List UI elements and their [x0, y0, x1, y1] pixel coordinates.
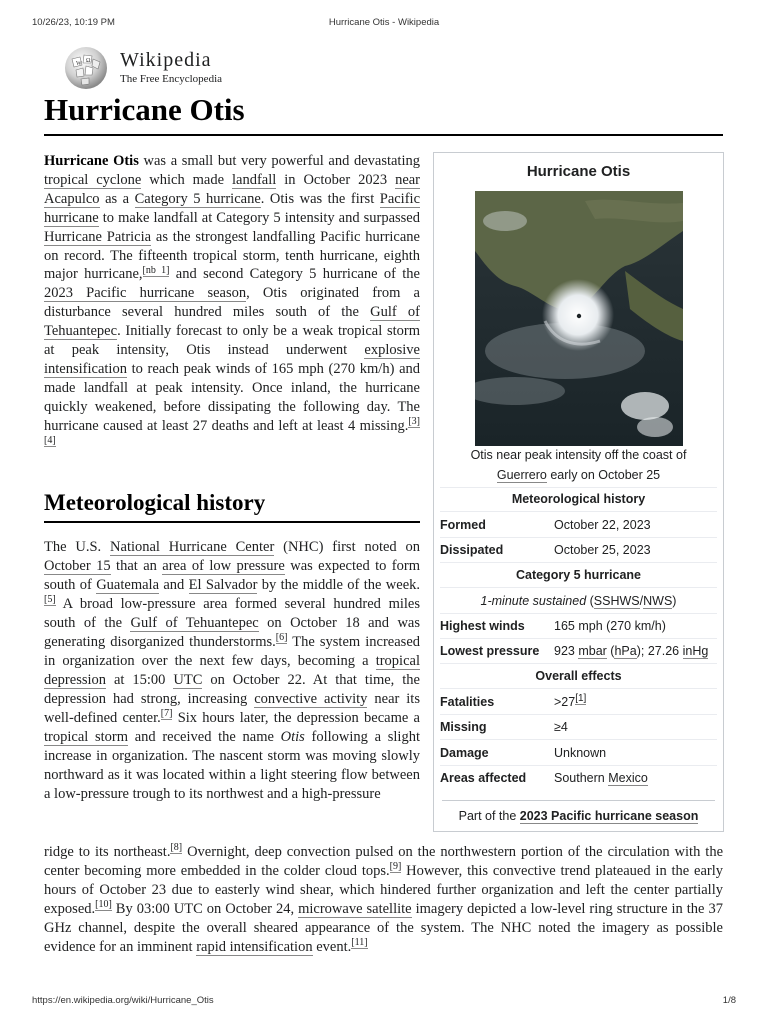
link-convective-activity[interactable]: convective activity [254, 691, 368, 707]
text: >27 [554, 695, 576, 709]
infobox-header-met-history: Meteorological history [511, 492, 646, 506]
link-area-of-low-pressure[interactable]: area of low pressure [162, 558, 285, 574]
text: ); 27.26 [636, 644, 683, 658]
text: near its well-defined center. [44, 691, 420, 726]
text: as the strongest landfalling Pacific hurricane on record. The fifteenth tropical storm, tenth hurricane, eighth major hurricane, [44, 228, 420, 283]
infobox [433, 152, 724, 832]
text: on October 22. At that time, the depression had strong, increasing [44, 672, 420, 707]
divider [440, 688, 717, 689]
link-guerrero[interactable]: Guerrero [496, 468, 547, 482]
label-areas-affected: Areas affected [440, 771, 527, 785]
divider [440, 765, 717, 766]
ref-11[interactable]: [11] [351, 937, 368, 949]
lead-paragraph [44, 152, 420, 455]
divider [440, 663, 717, 664]
text: By 03:00 UTC on October 24, [111, 901, 299, 917]
divider [440, 714, 717, 715]
divider [440, 562, 717, 563]
note-nb1[interactable]: [nb 1] [142, 264, 170, 276]
divider [440, 587, 717, 588]
text: 923 [554, 644, 579, 658]
value-damage: Unknown [554, 746, 607, 760]
text: that an [110, 558, 163, 574]
ref-7[interactable]: [7] [160, 708, 173, 720]
text: Six hours later, the depression became a [172, 710, 420, 726]
text: and [159, 577, 189, 593]
text: Southern [554, 771, 609, 785]
divider [440, 638, 717, 639]
text: , Otis originated from a disturbance several hundred miles south of the [44, 285, 420, 321]
label-missing: Missing [440, 720, 487, 734]
met-history-continuation [44, 843, 723, 957]
text: by the middle of the week. [257, 577, 421, 593]
row-areas-affected [440, 771, 719, 795]
text: However, this convective trend plateaued in the early hours of October 23 due to easterly wind shear, which hindered further organization and left the center partially exposed. [44, 863, 723, 917]
print-datetime: 10/26/23, 10:19 PM [32, 17, 115, 28]
wikipedia-logo[interactable] [62, 45, 252, 91]
divider [440, 613, 717, 614]
infobox-header-category: Category 5 hurricane [515, 568, 642, 582]
text: (NHC) first noted on [274, 539, 421, 555]
section-divider [44, 521, 420, 523]
image-caption [444, 445, 713, 485]
link-tropical-storm[interactable]: tropical storm [44, 729, 129, 745]
link-tropical-depression[interactable]: tropical depression [44, 653, 420, 688]
link-utc[interactable]: UTC [173, 672, 203, 688]
link-microwave-satellite[interactable]: microwave satellite [298, 901, 412, 917]
label-highest-winds: Highest winds [440, 619, 525, 633]
print-url: https://en.wikipedia.org/wiki/Hurricane_Otis [32, 995, 214, 1006]
divider [440, 739, 717, 740]
text: following a slight increase in organization. The nascent storm was moving slowly northward as it was located within a light steering flow between a low-pressure trough to its northwest and a high-pressure [44, 729, 420, 802]
link-category-5-hurricane[interactable]: Category 5 hurricane [134, 190, 261, 207]
text: . Otis was the first [260, 190, 380, 207]
row-fatalities [440, 692, 719, 719]
logo-tagline: The Free Encyclopedia [120, 73, 223, 85]
link-pacific-hurricane[interactable]: Pacific hurricane [44, 190, 421, 226]
link-mbar[interactable]: mbar [578, 644, 607, 658]
value-missing: ≥4 [554, 720, 568, 734]
svg-text:W: W [76, 61, 82, 67]
link-gulf-of-tehuantepec-2[interactable]: Gulf of Tehuantepec [130, 615, 259, 631]
row-damage [440, 746, 719, 770]
link-mexico[interactable]: Mexico [608, 771, 648, 785]
ref-10[interactable]: [10] [95, 899, 112, 911]
text: was a small but very powerful and devastating [138, 153, 420, 169]
text: ( [586, 594, 594, 608]
text: Part of the [458, 809, 520, 823]
text: imagery depicted a low-level ring structure in the 37 GHz channel, despite the overall sheared appearance of the system. The NHC noted the imagery as possible evidence for an imminent [44, 901, 723, 955]
link-october-15[interactable]: October 15 [44, 558, 111, 574]
text: to reach peak winds of 165 mph (270 km/h) and made landfall at peak intensity. Once inland, the hurricane quickly weakened, before dissipating the following day. The hurricane caused at least 27 deaths and left at least 4 missing. [44, 360, 420, 434]
ref-4[interactable]: [4] [44, 434, 56, 446]
sustained-note [434, 594, 723, 608]
print-page-number: 1/8 [722, 995, 736, 1006]
link-el-salvador[interactable]: El Salvador [188, 577, 258, 593]
text: was expected to form south of [44, 558, 420, 593]
ref-5[interactable]: [5] [44, 594, 56, 606]
link-nws[interactable]: NWS [643, 594, 673, 608]
text: A broad low-pressure area formed several hundred miles south of the [44, 596, 420, 631]
text: to make landfall at Category 5 intensity and surpassed [98, 209, 420, 226]
label-lowest-pressure: Lowest pressure [440, 644, 540, 658]
link-hpa[interactable]: hPa [614, 644, 637, 658]
print-doc-title: Hurricane Otis - Wikipedia [328, 17, 440, 28]
text: which made [141, 171, 232, 188]
text: Overnight, deep convection pulsed on the northwestern portion of the circulation with the center becoming more embedded in the colder cloud tops. [44, 844, 724, 879]
ref-8[interactable]: [8] [170, 842, 183, 854]
storm-name-italic: Otis [280, 729, 305, 745]
print-footer [0, 992, 768, 1012]
logo-wordmark: Wikipedia [120, 49, 212, 71]
text: as a [99, 190, 135, 207]
ref-9[interactable]: [9] [389, 861, 402, 873]
section-heading-meteorological-history: Meteorological history [44, 490, 266, 515]
link-guatemala[interactable]: Guatemala [96, 577, 160, 593]
link-landfall[interactable]: landfall [232, 171, 277, 188]
link-2023-season[interactable]: 2023 Pacific hurricane season [44, 285, 247, 302]
value-highest-winds: 165 mph (270 km/h) [554, 619, 666, 633]
link-2023-pacific-season[interactable]: 2023 Pacific hurricane season [519, 809, 699, 823]
link-inhg[interactable]: inHg [682, 644, 709, 658]
text: and received the name [128, 729, 281, 745]
text: ( [606, 644, 615, 658]
divider [440, 511, 717, 512]
text: The system increased in organization over the next few days, becoming a [44, 634, 420, 669]
text: / [639, 594, 644, 608]
wikipedia-globe-icon [62, 45, 110, 91]
ref-6[interactable]: [6] [275, 632, 288, 644]
label-fatalities: Fatalities [440, 695, 495, 709]
link-tropical-cyclone[interactable]: tropical cyclone [44, 171, 142, 188]
link-nhc[interactable]: National Hurricane Center [110, 539, 275, 555]
satellite-picture [475, 191, 683, 446]
text: ) [672, 594, 677, 608]
text: and second Category 5 hurricane of the [169, 266, 420, 283]
met-history-paragraph [44, 538, 420, 804]
value-lowest-pressure [554, 644, 708, 658]
infobox-title: Hurricane Otis [526, 163, 631, 180]
value-formed: October 22, 2023 [554, 518, 651, 532]
text: 1-minute sustained [480, 594, 587, 608]
text: The U.S. [44, 539, 111, 555]
svg-text:Ω: Ω [86, 58, 91, 64]
row-formed [440, 518, 719, 542]
season-footer [442, 800, 715, 823]
text: at 15:00 [106, 672, 174, 688]
row-missing [440, 720, 719, 744]
print-header [0, 0, 768, 30]
value-fatalities [554, 692, 587, 709]
row-highest-winds [440, 619, 719, 643]
text: Otis near peak intensity off the coast of [470, 448, 687, 462]
label-damage: Damage [440, 746, 489, 760]
link-gulf-of-tehuantepec[interactable]: Gulf of Tehuantepec [44, 304, 420, 340]
link-hurricane-patricia[interactable]: Hurricane Patricia [44, 228, 152, 245]
divider [440, 537, 717, 538]
value-dissipated: October 25, 2023 [554, 543, 651, 557]
ref-1[interactable]: [1] [575, 692, 587, 704]
title-divider [44, 134, 723, 136]
link-near-acapulco[interactable]: near Acapulco [44, 171, 421, 207]
text: early on October 25 [546, 468, 661, 482]
page-title: Hurricane Otis [44, 92, 245, 127]
satellite-image[interactable] [475, 191, 683, 446]
ref-3[interactable]: [3] [408, 415, 420, 427]
text: in October 2023 [276, 171, 396, 188]
lead-subject: Hurricane Otis [44, 153, 139, 169]
label-dissipated: Dissipated [440, 543, 504, 557]
text: on October 18 and was generating disorganized thunderstorms. [44, 615, 421, 650]
link-sshws[interactable]: SSHWS [593, 594, 640, 608]
label-formed: Formed [440, 518, 486, 532]
text: event. [312, 939, 352, 955]
row-lowest-pressure [440, 644, 719, 668]
link-explosive-intensification[interactable]: explosive intensification [44, 342, 420, 377]
row-dissipated [440, 543, 719, 567]
text: . Initially forecast to only be a weak tropical storm at peak intensity, Otis instead underwent [44, 323, 420, 359]
value-areas-affected [554, 771, 648, 785]
text: ridge to its northeast. [44, 844, 171, 860]
divider [440, 487, 717, 488]
link-rapid-intensification[interactable]: rapid intensification [196, 939, 313, 955]
infobox-header-effects: Overall effects [535, 669, 622, 683]
